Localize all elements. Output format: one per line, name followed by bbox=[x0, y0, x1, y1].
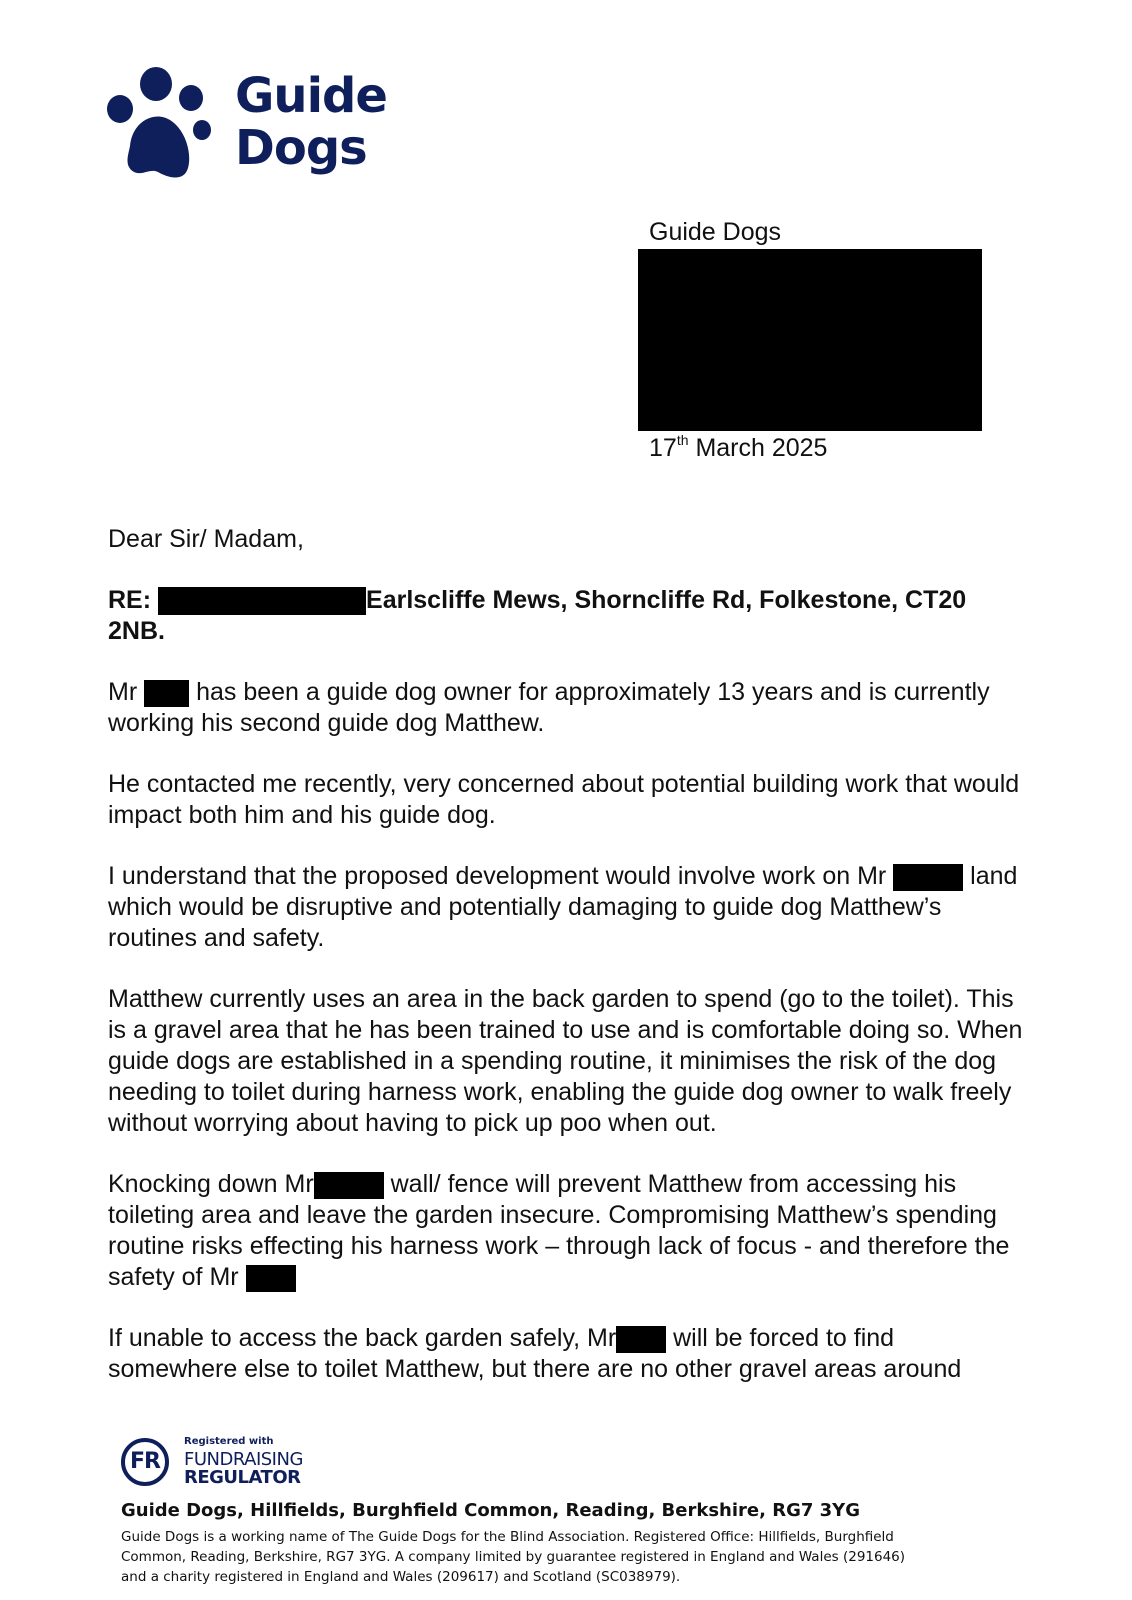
paragraph-1 bbox=[108, 677, 1028, 739]
fr-registered-with: Registered with bbox=[184, 1436, 274, 1447]
paragraph-5 bbox=[108, 1169, 1028, 1293]
p5-start: Knocking down Mr bbox=[108, 1170, 314, 1198]
redaction bbox=[893, 864, 963, 891]
letter-date bbox=[649, 434, 827, 463]
p5-rest: wall/ fence will prevent Matthew from accessing his toileting area and leave the garden insecure. Compromising Matthew’s spending routine risks effecting his harness work – through lack of focus - and therefore the safety of Mr bbox=[108, 1170, 1010, 1291]
paragraph-4: Matthew currently uses an area in the back garden to spend (go to the toilet). This is a gravel area that he has been trained to use and is comfortable doing so. When guide dogs are established in a spending routine, it minimises the risk of the dog needing to toilet during harness work, enabling the guide dog owner to walk freely without worrying about having to pick up poo when out. bbox=[108, 985, 1023, 1137]
fr-regulator: REGULATOR bbox=[184, 1467, 301, 1488]
fundraising-regulator-logo bbox=[121, 1436, 321, 1490]
redaction bbox=[246, 1265, 296, 1292]
footer-address: Guide Dogs, Hillfields, Burghfield Common, Reading, Berkshire, RG7 3YG bbox=[121, 1500, 860, 1521]
salutation: Dear Sir/ Madam, bbox=[108, 525, 304, 553]
letter-body bbox=[108, 524, 1028, 1415]
guide-dogs-logo bbox=[106, 64, 406, 194]
paw-print-icon bbox=[106, 64, 216, 184]
paragraph-3 bbox=[108, 861, 1028, 954]
recipient-org: Guide Dogs bbox=[649, 218, 782, 246]
re-label: RE: bbox=[108, 586, 152, 614]
p1-rest: has been a guide dog owner for approximately 13 years and is currently working his second guide dog Matthew. bbox=[108, 678, 990, 737]
fr-badge-icon: FR bbox=[121, 1438, 169, 1486]
logo-wordmark bbox=[235, 70, 387, 174]
logo-word-dogs: Dogs bbox=[235, 120, 367, 176]
date-suffix: th bbox=[676, 432, 689, 448]
redaction bbox=[314, 1172, 384, 1199]
paragraph-2: He contacted me recently, very concerned about potential building work that would impact both him and his guide dog. bbox=[108, 770, 1020, 829]
redaction bbox=[158, 587, 366, 615]
p3-start: I understand that the proposed development would involve work on Mr bbox=[108, 862, 887, 890]
redacted-address-block bbox=[638, 249, 982, 431]
paragraph-6 bbox=[108, 1323, 1028, 1385]
letter-footer bbox=[121, 1436, 1021, 1587]
redaction bbox=[144, 680, 189, 707]
footer-legal: Guide Dogs is a working name of The Guide Dogs for the Blind Association. Registered Office: Hillfields, Burghfield Common, Reading, Berkshire, RG7 3YG. A company limited by guarantee registered in England and Wales (291646) and a charity registered in England and Wales (209617) and Scotland (SC038979). bbox=[121, 1529, 906, 1585]
p6-start: If unable to access the back garden safely, Mr bbox=[108, 1324, 617, 1352]
logo-word-guide: Guide bbox=[235, 68, 387, 124]
redaction bbox=[616, 1326, 666, 1353]
p1-start: Mr bbox=[108, 678, 138, 706]
date-month-year: March 2025 bbox=[688, 434, 828, 462]
re-line bbox=[108, 585, 1028, 647]
p6-rest: will be forced to find somewhere else to toilet Matthew, but there are no other gravel areas around bbox=[108, 1324, 962, 1383]
p3-rest: land which would be disruptive and potentially damaging to guide dog Matthew’s routines and safety. bbox=[108, 862, 1018, 952]
date-day: 17 bbox=[649, 434, 677, 462]
fr-fundraising: FUNDRAISING bbox=[184, 1449, 303, 1470]
re-address: Earlscliffe Mews, Shorncliffe Rd, Folkestone, CT20 2NB. bbox=[108, 586, 967, 645]
